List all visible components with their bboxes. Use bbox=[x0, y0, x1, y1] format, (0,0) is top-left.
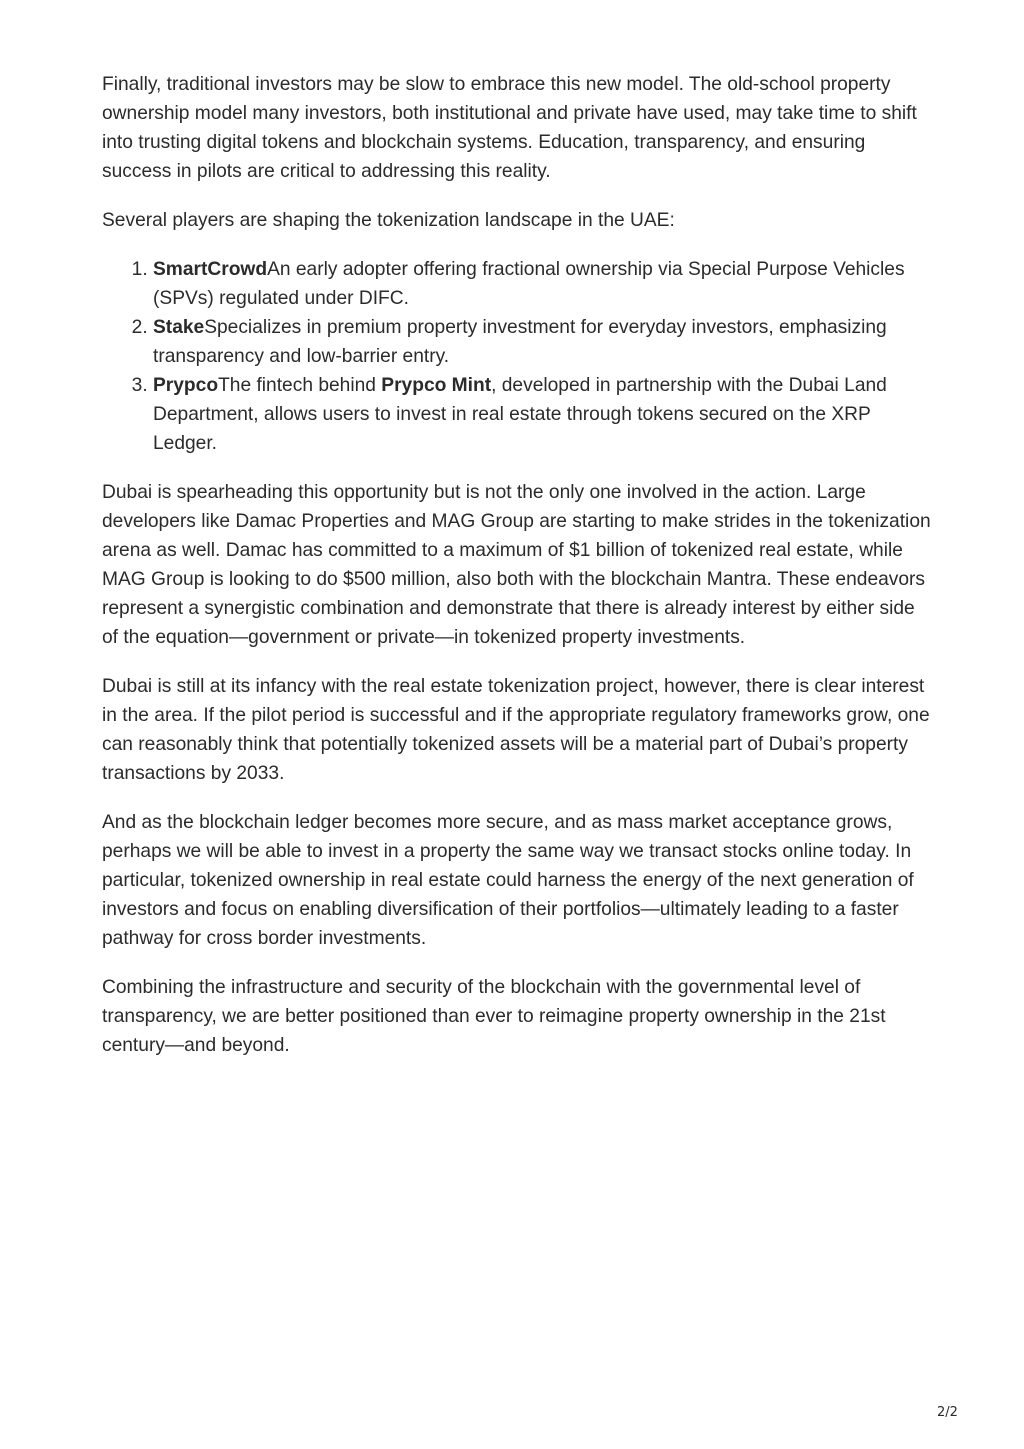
player-description: Specializes in premium property investment for everyday investors, emphasizing transparency and low-barrier entry. bbox=[153, 317, 887, 367]
list-item-prypco bbox=[153, 371, 932, 458]
player-name: Prypco bbox=[153, 375, 219, 396]
list-item-smartcrowd bbox=[153, 255, 932, 313]
paragraph-investor-adoption: Finally, traditional investors may be slow to embrace this new model. The old-school property ownership model many investors, both institutional and private have used, may take time to shift into trusting digital tokens and blockchain systems. Education, transparency, and ensuring success in pilots are critical to addressing this reality. bbox=[102, 74, 917, 182]
paragraph-players-intro: Several players are shaping the tokenization landscape in the UAE: bbox=[102, 210, 675, 231]
page-number: 2/2 bbox=[937, 1405, 958, 1420]
list-item-stake bbox=[153, 313, 932, 371]
player-description: , developed in partnership with the Dubai Land Department, allows users to invest in real estate through tokens secured on the XRP Ledger. bbox=[153, 375, 887, 454]
player-description: An early adopter offering fractional ownership via Special Purpose Vehicles (SPVs) regulated under DIFC. bbox=[153, 259, 905, 309]
players-list bbox=[102, 255, 932, 458]
product-name: Prypco Mint bbox=[381, 375, 492, 396]
paragraph-outlook: Dubai is still at its infancy with the real estate tokenization project, however, there is clear interest in the area. If the pilot period is successful and if the appropriate regulatory frameworks grow, one can reasonably think that potentially tokenized assets will be a material part of Dubai’s property transactions by 2033. bbox=[102, 676, 930, 784]
paragraph-conclusion: Combining the infrastructure and security of the blockchain with the governmental level of transparency, we are better positioned than ever to reimagine property ownership in the 21st century—and beyond. bbox=[102, 977, 886, 1056]
article-body bbox=[102, 70, 932, 1080]
player-name: SmartCrowd bbox=[153, 259, 268, 280]
paragraph-future: And as the blockchain ledger becomes more secure, and as mass market acceptance grows, perhaps we will be able to invest in a property the same way we transact stocks online today. In particular, tokenized ownership in real estate could harness the energy of the next generation of investors and focus on enabling diversification of their portfolios—ultimately leading to a faster pathway for cross border investments. bbox=[102, 812, 914, 949]
player-description: The fintech behind bbox=[218, 375, 382, 396]
paragraph-developers: Dubai is spearheading this opportunity but is not the only one involved in the action. Large developers like Damac Properties and MAG Group are starting to make strides in the tokenization arena as well. Damac has committed to a maximum of $1 billion of tokenized real estate, while MAG Group is looking to do $500 million, also both with the blockchain Mantra. These endeavors represent a synergistic combination and demonstrate that there is already interest by either side of the equation—government or private—in tokenized property investments. bbox=[102, 482, 931, 648]
player-name: Stake bbox=[153, 317, 205, 338]
